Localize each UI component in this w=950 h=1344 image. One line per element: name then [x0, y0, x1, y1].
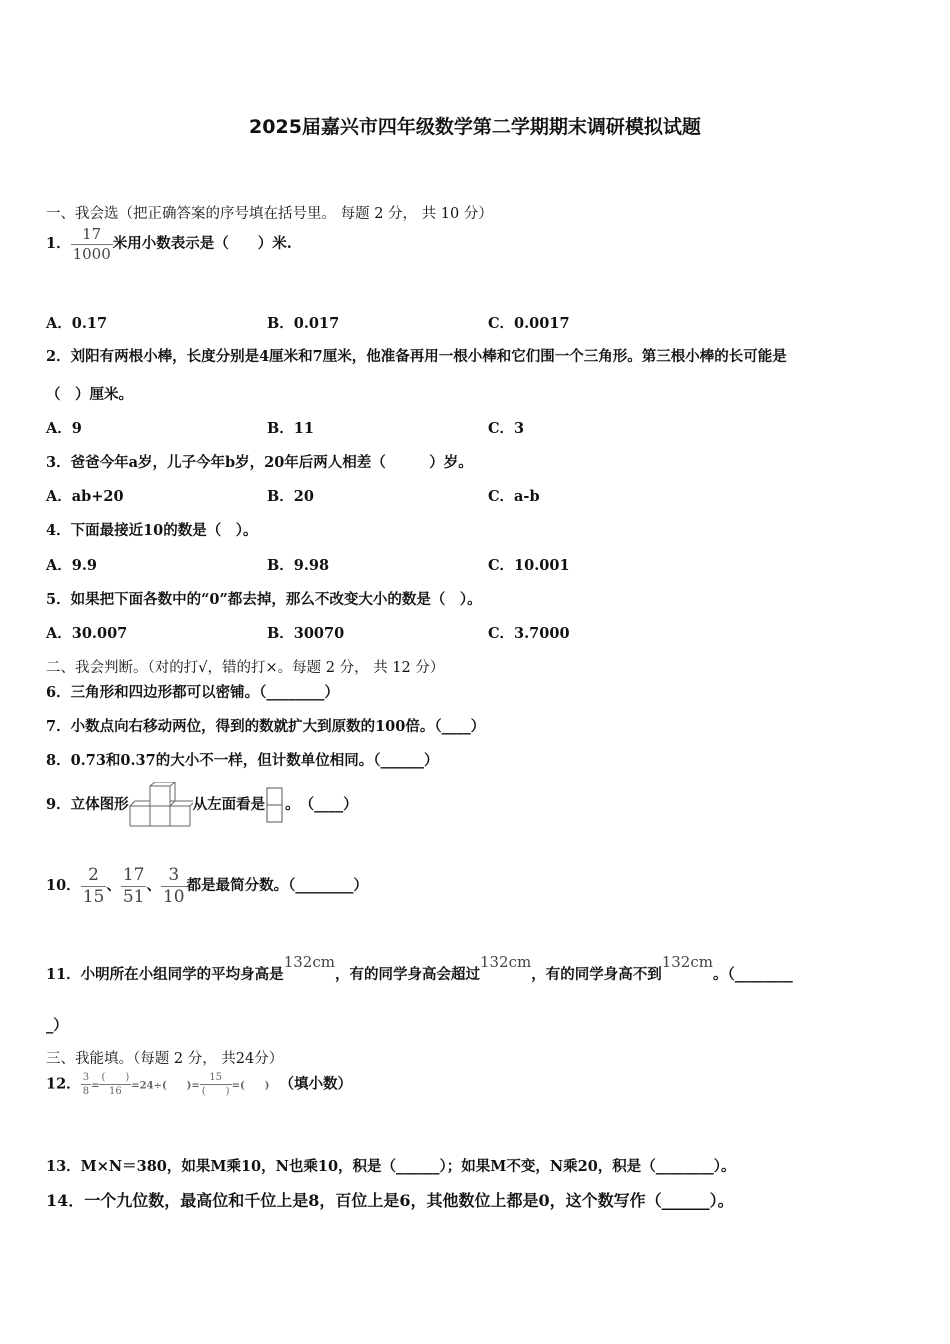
section-2-heading: 二、我会判断。（对的打√，错的打×。每题 2 分， 共 12 分） — [46, 660, 445, 676]
division-expression: =24÷( )= — [131, 1080, 200, 1092]
question-12 — [46, 1072, 352, 1097]
question-11-part-2: ，有的同学身高会超过 — [334, 966, 480, 983]
height-value-1: 132cm — [283, 953, 335, 971]
page-title: 2025届嘉兴市四年级数学第二学期期末调研模拟试题 — [249, 116, 701, 138]
question-9-suffix: 。 （____） — [285, 796, 358, 813]
question-11-part-1: 11．小明所在小组同学的平均身高是 — [46, 966, 284, 983]
question-6: 6．三角形和四边形都可以密铺。（________） — [46, 684, 339, 701]
question-10-fraction-1 — [81, 866, 107, 906]
question-8: 8．0.73和0.37的大小不一样，但计数单位相同。（______） — [46, 752, 439, 769]
question-12-number: 12． — [46, 1075, 81, 1093]
question-2-option-c[interactable]: C．3 — [488, 420, 525, 437]
separator: 、 — [106, 877, 121, 895]
question-5: 5．如果把下面各数中的“0”都去掉，那么不改变大小的数是（ ）。 — [46, 591, 482, 608]
question-1-option-b[interactable]: B．0.017 — [267, 315, 340, 332]
fraction-numerator: 17 — [71, 226, 113, 245]
fraction-denominator: 10 — [162, 886, 185, 907]
question-11 — [46, 953, 793, 984]
question-9-middle: 从左面看是 — [192, 796, 266, 813]
question-1-fraction — [71, 226, 113, 262]
question-4: 4．下面最接近10的数是（ ）。 — [46, 522, 258, 539]
decimal-blank: =( ) — [231, 1080, 270, 1092]
question-12-fraction-3 — [200, 1072, 232, 1097]
question-1-option-a[interactable]: A．0.17 — [46, 315, 108, 332]
fraction-numerator: 17 — [122, 865, 145, 885]
fraction-denominator: 8 — [82, 1086, 90, 1097]
question-4-option-a[interactable]: A．9.9 — [46, 557, 97, 574]
question-12-fraction-1 — [81, 1072, 91, 1097]
question-11-part-4: 。（________ — [712, 966, 793, 983]
question-2-line-2: （ ）厘米。 — [46, 386, 133, 403]
question-2-option-b[interactable]: B．11 — [267, 420, 314, 437]
question-3-option-c[interactable]: C．a-b — [488, 488, 540, 505]
question-3-option-a[interactable]: A．ab+20 — [46, 488, 124, 505]
fraction-numerator: 3 — [82, 1072, 90, 1083]
question-3: 3．爸爸今年a岁，儿子今年b岁，20年后两人相差（ ）岁。 — [46, 454, 473, 471]
fraction-denominator: 1000 — [72, 244, 111, 263]
question-9 — [46, 782, 358, 828]
question-5-option-b[interactable]: B．30070 — [267, 625, 345, 642]
question-2-line-1: 2．刘阳有两根小棒，长度分别是4厘米和7厘米，他准备再用一根小棒和它们围一个三角形。第三根小棒的长可能是 — [46, 348, 787, 365]
question-2-option-a[interactable]: A．9 — [46, 420, 82, 437]
question-5-option-c[interactable]: C．3.7000 — [488, 625, 570, 642]
section-1-heading: 一、我会选（把正确答案的序号填在括号里。 每题 2 分， 共 10 分） — [46, 206, 493, 222]
question-9-prefix: 9．立体图形 — [46, 796, 129, 813]
height-value-3: 132cm — [661, 953, 713, 971]
question-10-number: 10． — [46, 877, 81, 895]
equals-sign: = — [91, 1080, 100, 1092]
question-1-text: 米用小数表示是（ ）米. — [112, 235, 292, 252]
question-7: 7．小数点向右移动两位，得到的数就扩大到原数的100倍。（____） — [46, 718, 486, 735]
separator: 、 — [146, 877, 161, 895]
question-10 — [46, 866, 368, 906]
fraction-denominator: ( ) — [201, 1086, 230, 1097]
question-10-fraction-3 — [161, 866, 187, 906]
height-value-2: 132cm — [479, 953, 532, 971]
question-1-option-c[interactable]: C．0.0017 — [488, 315, 570, 332]
fraction-numerator: ( ) — [101, 1072, 130, 1083]
question-10-text: 都是最简分数。（________） — [186, 877, 368, 895]
question-1-number: 1． — [46, 235, 71, 252]
question-13: 13．M×N＝380，如果M乘10，N也乘10，积是（______）；如果M不变，N乘20，积是（________）。 — [46, 1158, 736, 1175]
left-view-icon — [265, 786, 285, 824]
question-11-tail: _） — [46, 1017, 68, 1034]
question-14: 14．一个九位数，最高位和千位上是8，百位上是6，其他数位上都是0，这个数写作（______）。 — [46, 1191, 734, 1210]
fraction-denominator: 16 — [108, 1086, 122, 1097]
question-12-fraction-2 — [99, 1072, 131, 1097]
solid-figure-icon — [129, 782, 193, 828]
section-3-heading: 三、我能填。（每题 2 分， 共24分） — [46, 1051, 284, 1067]
question-10-fraction-2 — [121, 866, 147, 906]
fraction-denominator: 15 — [82, 886, 105, 907]
question-5-option-a[interactable]: A．30.007 — [46, 625, 128, 642]
fraction-numerator: 15 — [200, 1072, 232, 1085]
question-3-option-b[interactable]: B．20 — [267, 488, 314, 505]
question-12-text: （填小数） — [279, 1075, 353, 1093]
fraction-denominator: 51 — [122, 886, 145, 907]
question-11-part-3: ，有的同学身高不到 — [531, 966, 662, 983]
question-4-option-b[interactable]: B．9.98 — [267, 557, 330, 574]
question-4-option-c[interactable]: C．10.001 — [488, 557, 570, 574]
fraction-numerator: 2 — [81, 866, 107, 887]
fraction-numerator: 3 — [161, 866, 187, 887]
question-1 — [46, 226, 292, 262]
